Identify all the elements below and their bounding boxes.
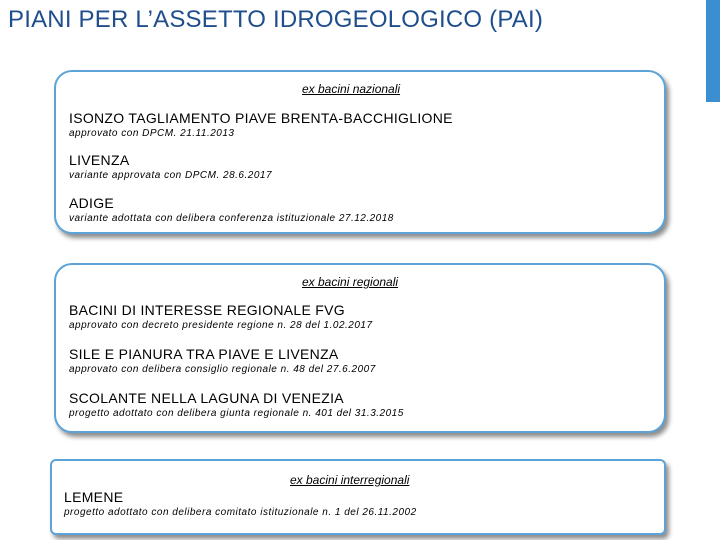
basin-note: variante approvata con DPCM. 28.6.2017 <box>69 170 272 181</box>
basin-note: variante adottata con delibera conferenza istituzionale 27.12.2018 <box>69 213 394 224</box>
basin-entry <box>69 195 394 224</box>
basin-entry <box>69 390 404 419</box>
section-heading: ex bacini regionali <box>302 275 399 289</box>
basin-name: ADIGE <box>69 195 115 211</box>
basin-name: LEMENE <box>64 489 124 505</box>
basin-name: BACINI DI INTERESSE REGIONALE FVG <box>69 302 345 318</box>
section-heading: ex bacini interregionali <box>290 473 410 487</box>
section-ex-bacini-nazionali <box>54 70 666 234</box>
section-ex-bacini-interregionali <box>50 459 666 535</box>
basin-note: approvato con DPCM. 21.11.2013 <box>69 128 235 139</box>
basin-note: approvato con delibera consiglio regionale n. 48 del 27.6.2007 <box>69 364 376 375</box>
section-heading: ex bacini nazionali <box>302 82 401 96</box>
section-ex-bacini-regionali <box>54 263 666 433</box>
basin-name: SILE E PIANURA TRA PIAVE E LIVENZA <box>69 346 339 362</box>
basin-note: approvato con decreto presidente regione n. 28 del 1.02.2017 <box>69 320 373 331</box>
page-title: PIANI PER L’ASSETTO IDROGEOLOGICO (PAI) <box>8 6 544 33</box>
basin-name: LIVENZA <box>69 152 130 168</box>
accent-bar <box>706 0 720 102</box>
basin-entry <box>69 302 373 331</box>
basin-entry <box>64 489 417 518</box>
basin-note: progetto adottato con delibera giunta regionale n. 401 del 31.3.2015 <box>69 408 404 419</box>
basin-entry <box>69 110 453 139</box>
basin-name: SCOLANTE NELLA LAGUNA DI VENEZIA <box>69 390 344 406</box>
basin-name: ISONZO TAGLIAMENTO PIAVE BRENTA-BACCHIGLIONE <box>69 110 453 126</box>
basin-entry <box>69 346 376 375</box>
basin-note: progetto adottato con delibera comitato istituzionale n. 1 del 26.11.2002 <box>64 507 417 518</box>
basin-entry <box>69 152 272 181</box>
